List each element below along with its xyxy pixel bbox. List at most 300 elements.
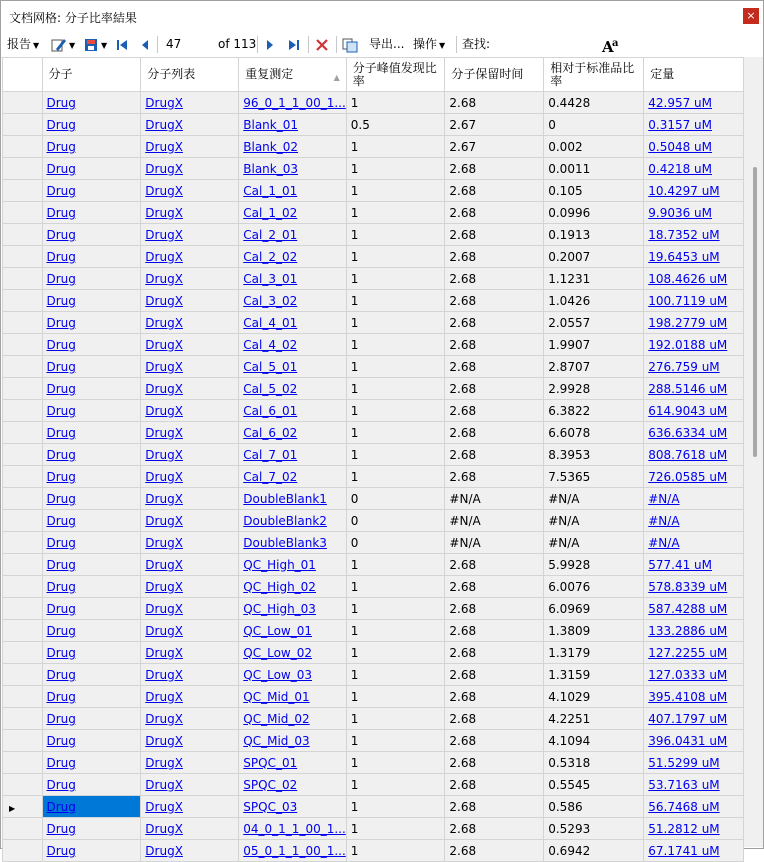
cell-ratio[interactable]: 1.9907 — [544, 334, 644, 356]
table-row[interactable] — [3, 730, 744, 752]
table-row[interactable] — [3, 598, 744, 620]
column-header[interactable]: 分子列表 — [141, 58, 239, 92]
cell-link-mol[interactable]: Drug — [46, 447, 76, 462]
cell-link-quant[interactable]: 108.4626 uM — [648, 271, 728, 286]
cell-link-rep[interactable]: QC_High_03 — [243, 601, 316, 616]
cell-rt[interactable]: 2.68 — [445, 334, 544, 356]
cell-link-quant[interactable]: 127.2255 uM — [648, 645, 728, 660]
cell-list[interactable] — [141, 488, 239, 510]
cell-mol[interactable] — [42, 642, 141, 664]
cell-ratio[interactable]: 1.3809 — [544, 620, 644, 642]
cell-list[interactable] — [141, 774, 239, 796]
cell-rt[interactable]: 2.68 — [445, 620, 544, 642]
cell-quant[interactable] — [644, 708, 744, 730]
cell-link-list[interactable]: DrugX — [145, 535, 183, 550]
cell-link-list[interactable]: DrugX — [145, 425, 183, 440]
cell-ratio[interactable]: 0.5318 — [544, 752, 644, 774]
cell-found[interactable]: 1 — [346, 620, 445, 642]
column-header[interactable]: 分子保留时间 — [445, 58, 544, 92]
table-row[interactable] — [3, 620, 744, 642]
cell-link-list[interactable]: DrugX — [145, 711, 183, 726]
cell-rep[interactable] — [239, 466, 347, 488]
cell-link-quant[interactable]: 636.6334 uM — [648, 425, 728, 440]
cell-rep[interactable] — [239, 444, 347, 466]
cell-link-rep[interactable]: Cal_3_02 — [243, 293, 298, 308]
cell-link-rep[interactable]: QC_Mid_01 — [243, 689, 310, 704]
cell-link-mol[interactable]: Drug — [46, 711, 76, 726]
cell-ratio[interactable]: 0.0011 — [544, 158, 644, 180]
cell-link-rep[interactable]: Cal_1_01 — [243, 183, 298, 198]
cell-rep[interactable] — [239, 752, 347, 774]
cell-ratio[interactable]: 0.5545 — [544, 774, 644, 796]
cell-quant[interactable] — [644, 730, 744, 752]
column-header[interactable]: 相对于标准品比率 — [544, 58, 644, 92]
cell-link-quant[interactable]: 42.957 uM — [648, 95, 713, 110]
cell-link-quant[interactable]: 192.0188 uM — [648, 337, 728, 352]
row-header[interactable] — [3, 312, 43, 334]
cell-mol[interactable] — [42, 730, 141, 752]
table-row[interactable] — [3, 400, 744, 422]
cell-rep[interactable] — [239, 598, 347, 620]
cell-rep[interactable] — [239, 422, 347, 444]
cell-link-rep[interactable]: 05_0_1_1_00_1... — [243, 843, 346, 858]
cell-rt[interactable]: #N/A — [445, 532, 544, 554]
cell-rt[interactable]: 2.68 — [445, 180, 544, 202]
cell-list[interactable] — [141, 290, 239, 312]
cell-list[interactable] — [141, 708, 239, 730]
cell-link-mol[interactable]: Drug — [46, 491, 76, 506]
cell-link-mol[interactable]: Drug — [46, 601, 76, 616]
cell-link-rep[interactable]: Cal_5_01 — [243, 359, 298, 374]
cell-link-mol[interactable]: Drug — [46, 205, 76, 220]
cell-link-mol[interactable]: Drug — [46, 139, 76, 154]
row-header[interactable] — [3, 356, 43, 378]
cell-link-list[interactable]: DrugX — [145, 733, 183, 748]
cell-quant[interactable] — [644, 642, 744, 664]
cell-ratio[interactable]: 4.2251 — [544, 708, 644, 730]
cell-link-quant[interactable]: 133.2886 uM — [648, 623, 728, 638]
table-row[interactable] — [3, 488, 744, 510]
cell-link-rep[interactable]: DoubleBlank1 — [243, 491, 327, 506]
cell-quant[interactable] — [644, 554, 744, 576]
cell-link-mol[interactable]: Drug — [46, 161, 76, 176]
cell-rt[interactable]: 2.68 — [445, 554, 544, 576]
cell-rt[interactable]: 2.68 — [445, 752, 544, 774]
cell-rt[interactable]: 2.68 — [445, 246, 544, 268]
cell-quant[interactable] — [644, 774, 744, 796]
table-row[interactable] — [3, 180, 744, 202]
previous-page-button[interactable] — [139, 32, 151, 56]
cell-link-quant[interactable]: 0.4218 uM — [648, 161, 713, 176]
cell-link-list[interactable]: DrugX — [145, 469, 183, 484]
cell-quant[interactable] — [644, 422, 744, 444]
cell-list[interactable] — [141, 444, 239, 466]
cell-ratio[interactable]: 2.8707 — [544, 356, 644, 378]
row-header[interactable] — [3, 686, 43, 708]
row-header[interactable] — [3, 774, 43, 796]
row-header[interactable] — [3, 268, 43, 290]
cell-list[interactable] — [141, 664, 239, 686]
row-header[interactable] — [3, 840, 43, 862]
cell-link-rep[interactable]: Cal_4_02 — [243, 337, 298, 352]
cell-rep[interactable] — [239, 708, 347, 730]
cell-link-rep[interactable]: DoubleBlank2 — [243, 513, 327, 528]
cell-mol[interactable] — [42, 422, 141, 444]
cell-link-quant[interactable]: 19.6453 uM — [648, 249, 720, 264]
cell-link-list[interactable]: DrugX — [145, 337, 183, 352]
cell-quant[interactable] — [644, 356, 744, 378]
table-row[interactable] — [3, 136, 744, 158]
cell-link-mol[interactable]: Drug — [46, 557, 76, 572]
cell-link-rep[interactable]: QC_Low_02 — [243, 645, 312, 660]
cell-link-mol[interactable]: Drug — [46, 293, 76, 308]
cell-list[interactable] — [141, 422, 239, 444]
cell-link-quant[interactable]: 395.4108 uM — [648, 689, 728, 704]
column-header[interactable]: 分子峰值发现比率 — [346, 58, 445, 92]
cell-link-rep[interactable]: QC_High_02 — [243, 579, 316, 594]
table-row[interactable] — [3, 686, 744, 708]
cell-rep[interactable] — [239, 356, 347, 378]
cell-found[interactable]: 1 — [346, 202, 445, 224]
cell-link-rep[interactable]: Cal_3_01 — [243, 271, 298, 286]
table-row[interactable] — [3, 158, 744, 180]
cell-link-list[interactable]: DrugX — [145, 139, 183, 154]
cell-rep[interactable] — [239, 510, 347, 532]
table-row[interactable] — [3, 708, 744, 730]
cell-link-list[interactable]: DrugX — [145, 293, 183, 308]
row-header[interactable] — [3, 532, 43, 554]
page-number-input[interactable] — [162, 34, 218, 53]
cell-found[interactable]: 1 — [346, 598, 445, 620]
cell-found[interactable]: 1 — [346, 224, 445, 246]
row-header[interactable] — [3, 158, 43, 180]
cell-rt[interactable]: 2.68 — [445, 708, 544, 730]
column-header[interactable]: 定量 — [644, 58, 744, 92]
cell-link-quant[interactable]: #N/A — [648, 535, 680, 550]
cell-link-quant[interactable]: 0.3157 uM — [648, 117, 713, 132]
cell-list[interactable] — [141, 136, 239, 158]
table-row[interactable] — [3, 114, 744, 136]
cell-ratio[interactable]: 1.0426 — [544, 290, 644, 312]
row-header[interactable] — [3, 378, 43, 400]
close-button[interactable] — [743, 8, 759, 24]
cell-quant[interactable] — [644, 796, 744, 818]
cell-mol[interactable] — [42, 136, 141, 158]
cell-list[interactable] — [141, 92, 239, 114]
cell-link-mol[interactable]: Drug — [46, 117, 76, 132]
cell-link-list[interactable]: DrugX — [145, 645, 183, 660]
cell-link-mol[interactable]: Drug — [46, 513, 76, 528]
cell-found[interactable]: 1 — [346, 730, 445, 752]
cell-found[interactable]: 1 — [346, 752, 445, 774]
next-page-button[interactable] — [264, 32, 276, 56]
cell-link-list[interactable]: DrugX — [145, 95, 183, 110]
cell-rep[interactable] — [239, 554, 347, 576]
cell-ratio[interactable]: 6.0076 — [544, 576, 644, 598]
cell-rt[interactable]: 2.68 — [445, 576, 544, 598]
cell-mol[interactable] — [42, 444, 141, 466]
cell-mol[interactable] — [42, 664, 141, 686]
cell-list[interactable] — [141, 840, 239, 862]
cell-rep[interactable] — [239, 312, 347, 334]
vertical-scrollbar[interactable] — [744, 57, 763, 847]
table-row[interactable] — [3, 796, 744, 818]
cell-rt[interactable]: 2.67 — [445, 136, 544, 158]
cell-quant[interactable] — [644, 686, 744, 708]
cell-mol[interactable] — [42, 356, 141, 378]
cell-link-list[interactable]: DrugX — [145, 183, 183, 198]
table-row[interactable] — [3, 532, 744, 554]
row-header[interactable] — [3, 334, 43, 356]
cell-list[interactable] — [141, 532, 239, 554]
cell-mol[interactable] — [42, 576, 141, 598]
cell-link-list[interactable]: DrugX — [145, 689, 183, 704]
cell-list[interactable] — [141, 312, 239, 334]
cell-link-list[interactable]: DrugX — [145, 777, 183, 792]
row-header[interactable] — [3, 708, 43, 730]
cell-link-quant[interactable]: 9.9036 uM — [648, 205, 713, 220]
cell-ratio[interactable]: 5.9928 — [544, 554, 644, 576]
cell-ratio[interactable]: 6.6078 — [544, 422, 644, 444]
cell-rt[interactable]: 2.68 — [445, 466, 544, 488]
cell-ratio[interactable]: 2.9928 — [544, 378, 644, 400]
cell-link-rep[interactable]: Blank_03 — [243, 161, 299, 176]
first-page-button[interactable] — [115, 32, 129, 56]
cell-quant[interactable] — [644, 268, 744, 290]
export-button[interactable]: 导出... — [369, 37, 405, 51]
cell-link-list[interactable]: DrugX — [145, 205, 183, 220]
cell-link-mol[interactable]: Drug — [46, 381, 76, 396]
cell-list[interactable] — [141, 158, 239, 180]
cell-link-list[interactable]: DrugX — [145, 843, 183, 858]
cell-mol[interactable] — [42, 532, 141, 554]
cell-link-mol[interactable]: Drug — [46, 579, 76, 594]
cell-list[interactable] — [141, 466, 239, 488]
cell-mol[interactable] — [42, 752, 141, 774]
cell-ratio[interactable]: 0.0996 — [544, 202, 644, 224]
cell-rt[interactable]: 2.68 — [445, 312, 544, 334]
cell-mol[interactable] — [42, 268, 141, 290]
cell-mol[interactable] — [42, 378, 141, 400]
column-picker-dropdown[interactable] — [51, 32, 75, 56]
cell-link-mol[interactable]: Drug — [46, 425, 76, 440]
cell-found[interactable]: 1 — [346, 268, 445, 290]
row-header[interactable] — [3, 488, 43, 510]
cell-list[interactable] — [141, 796, 239, 818]
cell-link-rep[interactable]: QC_Low_03 — [243, 667, 312, 682]
cell-list[interactable] — [141, 400, 239, 422]
cell-list[interactable] — [141, 334, 239, 356]
cell-quant[interactable] — [644, 532, 744, 554]
cell-found[interactable]: 1 — [346, 642, 445, 664]
cell-link-quant[interactable]: #N/A — [648, 491, 680, 506]
cell-found[interactable]: 1 — [346, 290, 445, 312]
cell-ratio[interactable]: #N/A — [544, 532, 644, 554]
table-row[interactable] — [3, 312, 744, 334]
cell-list[interactable] — [141, 356, 239, 378]
cell-quant[interactable] — [644, 224, 744, 246]
cell-mol[interactable] — [42, 400, 141, 422]
cell-link-quant[interactable]: 726.0585 uM — [648, 469, 728, 484]
cell-link-mol[interactable]: Drug — [46, 821, 76, 836]
row-header[interactable] — [3, 796, 43, 818]
cell-found[interactable]: 1 — [346, 378, 445, 400]
cell-mol[interactable] — [42, 774, 141, 796]
cell-link-list[interactable]: DrugX — [145, 491, 183, 506]
cell-rep[interactable] — [239, 488, 347, 510]
cell-rep[interactable] — [239, 576, 347, 598]
cell-link-list[interactable]: DrugX — [145, 381, 183, 396]
cell-link-list[interactable]: DrugX — [145, 271, 183, 286]
table-row[interactable] — [3, 554, 744, 576]
cell-link-mol[interactable]: Drug — [46, 777, 76, 792]
cell-link-rep[interactable]: Cal_1_02 — [243, 205, 298, 220]
row-header[interactable] — [3, 576, 43, 598]
cell-list[interactable] — [141, 818, 239, 840]
table-row[interactable] — [3, 510, 744, 532]
table-row[interactable] — [3, 576, 744, 598]
cell-link-quant[interactable]: 0.5048 uM — [648, 139, 713, 154]
cell-rep[interactable] — [239, 180, 347, 202]
cell-found[interactable]: 0 — [346, 532, 445, 554]
cell-found[interactable]: 0 — [346, 510, 445, 532]
cell-link-list[interactable]: DrugX — [145, 821, 183, 836]
cell-link-quant[interactable]: 614.9043 uM — [648, 403, 728, 418]
cell-mol[interactable] — [42, 180, 141, 202]
cell-link-list[interactable]: DrugX — [145, 623, 183, 638]
cell-link-list[interactable]: DrugX — [145, 403, 183, 418]
cell-link-quant[interactable]: 577.41 uM — [648, 557, 713, 572]
cell-link-mol[interactable]: Drug — [46, 337, 76, 352]
cell-rt[interactable]: 2.68 — [445, 92, 544, 114]
cell-quant[interactable] — [644, 664, 744, 686]
cell-quant[interactable] — [644, 246, 744, 268]
cell-link-rep[interactable]: Cal_4_01 — [243, 315, 298, 330]
cell-list[interactable] — [141, 378, 239, 400]
table-row[interactable] — [3, 664, 744, 686]
cell-found[interactable]: 1 — [346, 136, 445, 158]
cell-link-rep[interactable]: Cal_2_01 — [243, 227, 298, 242]
cell-found[interactable]: 1 — [346, 422, 445, 444]
table-row[interactable] — [3, 92, 744, 114]
cell-link-quant[interactable]: 67.1741 uM — [648, 843, 720, 858]
cell-rt[interactable]: 2.68 — [445, 356, 544, 378]
cell-quant[interactable] — [644, 510, 744, 532]
cell-ratio[interactable]: #N/A — [544, 488, 644, 510]
cell-link-rep[interactable]: Blank_01 — [243, 117, 299, 132]
delete-button[interactable] — [315, 32, 329, 56]
cell-rt[interactable]: 2.68 — [445, 202, 544, 224]
cell-list[interactable] — [141, 246, 239, 268]
cell-list[interactable] — [141, 730, 239, 752]
cell-rt[interactable]: #N/A — [445, 510, 544, 532]
cell-mol[interactable] — [42, 554, 141, 576]
cell-list[interactable] — [141, 202, 239, 224]
cell-list[interactable] — [141, 752, 239, 774]
cell-mol[interactable] — [42, 92, 141, 114]
cell-ratio[interactable]: 8.3953 — [544, 444, 644, 466]
cell-link-list[interactable]: DrugX — [145, 161, 183, 176]
table-row[interactable] — [3, 422, 744, 444]
cell-link-quant[interactable]: 127.0333 uM — [648, 667, 728, 682]
row-header[interactable] — [3, 290, 43, 312]
row-header[interactable] — [3, 510, 43, 532]
cell-link-rep[interactable]: Cal_6_02 — [243, 425, 298, 440]
cell-link-rep[interactable]: QC_Mid_02 — [243, 711, 310, 726]
cell-mol[interactable] — [42, 510, 141, 532]
cell-link-mol[interactable]: Drug — [46, 95, 76, 110]
table-row[interactable] — [3, 642, 744, 664]
cell-link-list[interactable]: DrugX — [145, 579, 183, 594]
cell-list[interactable] — [141, 620, 239, 642]
cell-mol[interactable] — [42, 708, 141, 730]
cell-rep[interactable] — [239, 686, 347, 708]
cell-rep[interactable] — [239, 92, 347, 114]
cell-link-list[interactable]: DrugX — [145, 117, 183, 132]
cell-link-rep[interactable]: QC_Low_01 — [243, 623, 312, 638]
cell-ratio[interactable]: 1.3179 — [544, 642, 644, 664]
cell-link-mol[interactable]: Drug — [46, 271, 76, 286]
row-header[interactable] — [3, 598, 43, 620]
cell-link-list[interactable]: DrugX — [145, 799, 183, 814]
cell-link-quant[interactable]: 276.759 uM — [648, 359, 720, 374]
cell-link-rep[interactable]: Cal_7_02 — [243, 469, 298, 484]
cell-link-mol[interactable]: Drug — [46, 667, 76, 682]
cell-link-list[interactable]: DrugX — [145, 601, 183, 616]
cell-link-quant[interactable]: 407.1797 uM — [648, 711, 728, 726]
cell-rt[interactable]: 2.68 — [445, 642, 544, 664]
row-header[interactable] — [3, 752, 43, 774]
cell-mol[interactable] — [42, 246, 141, 268]
cell-found[interactable]: 1 — [346, 92, 445, 114]
cell-found[interactable]: 0 — [346, 488, 445, 510]
cell-mol[interactable] — [42, 202, 141, 224]
table-row[interactable] — [3, 334, 744, 356]
cell-rt[interactable]: 2.68 — [445, 730, 544, 752]
cell-quant[interactable] — [644, 180, 744, 202]
cell-rt[interactable]: 2.68 — [445, 444, 544, 466]
cell-link-mol[interactable]: Drug — [46, 403, 76, 418]
cell-rt[interactable]: 2.68 — [445, 840, 544, 862]
cell-link-rep[interactable]: 96_0_1_1_00_1... — [243, 95, 346, 110]
cell-ratio[interactable]: 6.0969 — [544, 598, 644, 620]
cell-rep[interactable] — [239, 268, 347, 290]
cell-link-quant[interactable]: 100.7119 uM — [648, 293, 728, 308]
cell-found[interactable]: 1 — [346, 246, 445, 268]
row-header[interactable] — [3, 444, 43, 466]
table-row[interactable] — [3, 378, 744, 400]
cell-rep[interactable] — [239, 136, 347, 158]
cell-found[interactable]: 1 — [346, 708, 445, 730]
row-header[interactable] — [3, 400, 43, 422]
cell-link-quant[interactable]: 578.8339 uM — [648, 579, 728, 594]
cell-ratio[interactable]: 0.105 — [544, 180, 644, 202]
cell-ratio[interactable]: 0.2007 — [544, 246, 644, 268]
cell-ratio[interactable]: 4.1094 — [544, 730, 644, 752]
cell-found[interactable]: 1 — [346, 554, 445, 576]
cell-found[interactable]: 1 — [346, 686, 445, 708]
cell-rep[interactable] — [239, 224, 347, 246]
row-header[interactable] — [3, 246, 43, 268]
row-header[interactable] — [3, 114, 43, 136]
cell-link-mol[interactable]: Drug — [46, 843, 76, 858]
cell-rep[interactable] — [239, 774, 347, 796]
cell-link-quant[interactable]: 198.2779 uM — [648, 315, 728, 330]
table-row[interactable] — [3, 356, 744, 378]
cell-rt[interactable]: 2.68 — [445, 268, 544, 290]
cell-link-list[interactable]: DrugX — [145, 513, 183, 528]
cell-link-rep[interactable]: Blank_02 — [243, 139, 299, 154]
